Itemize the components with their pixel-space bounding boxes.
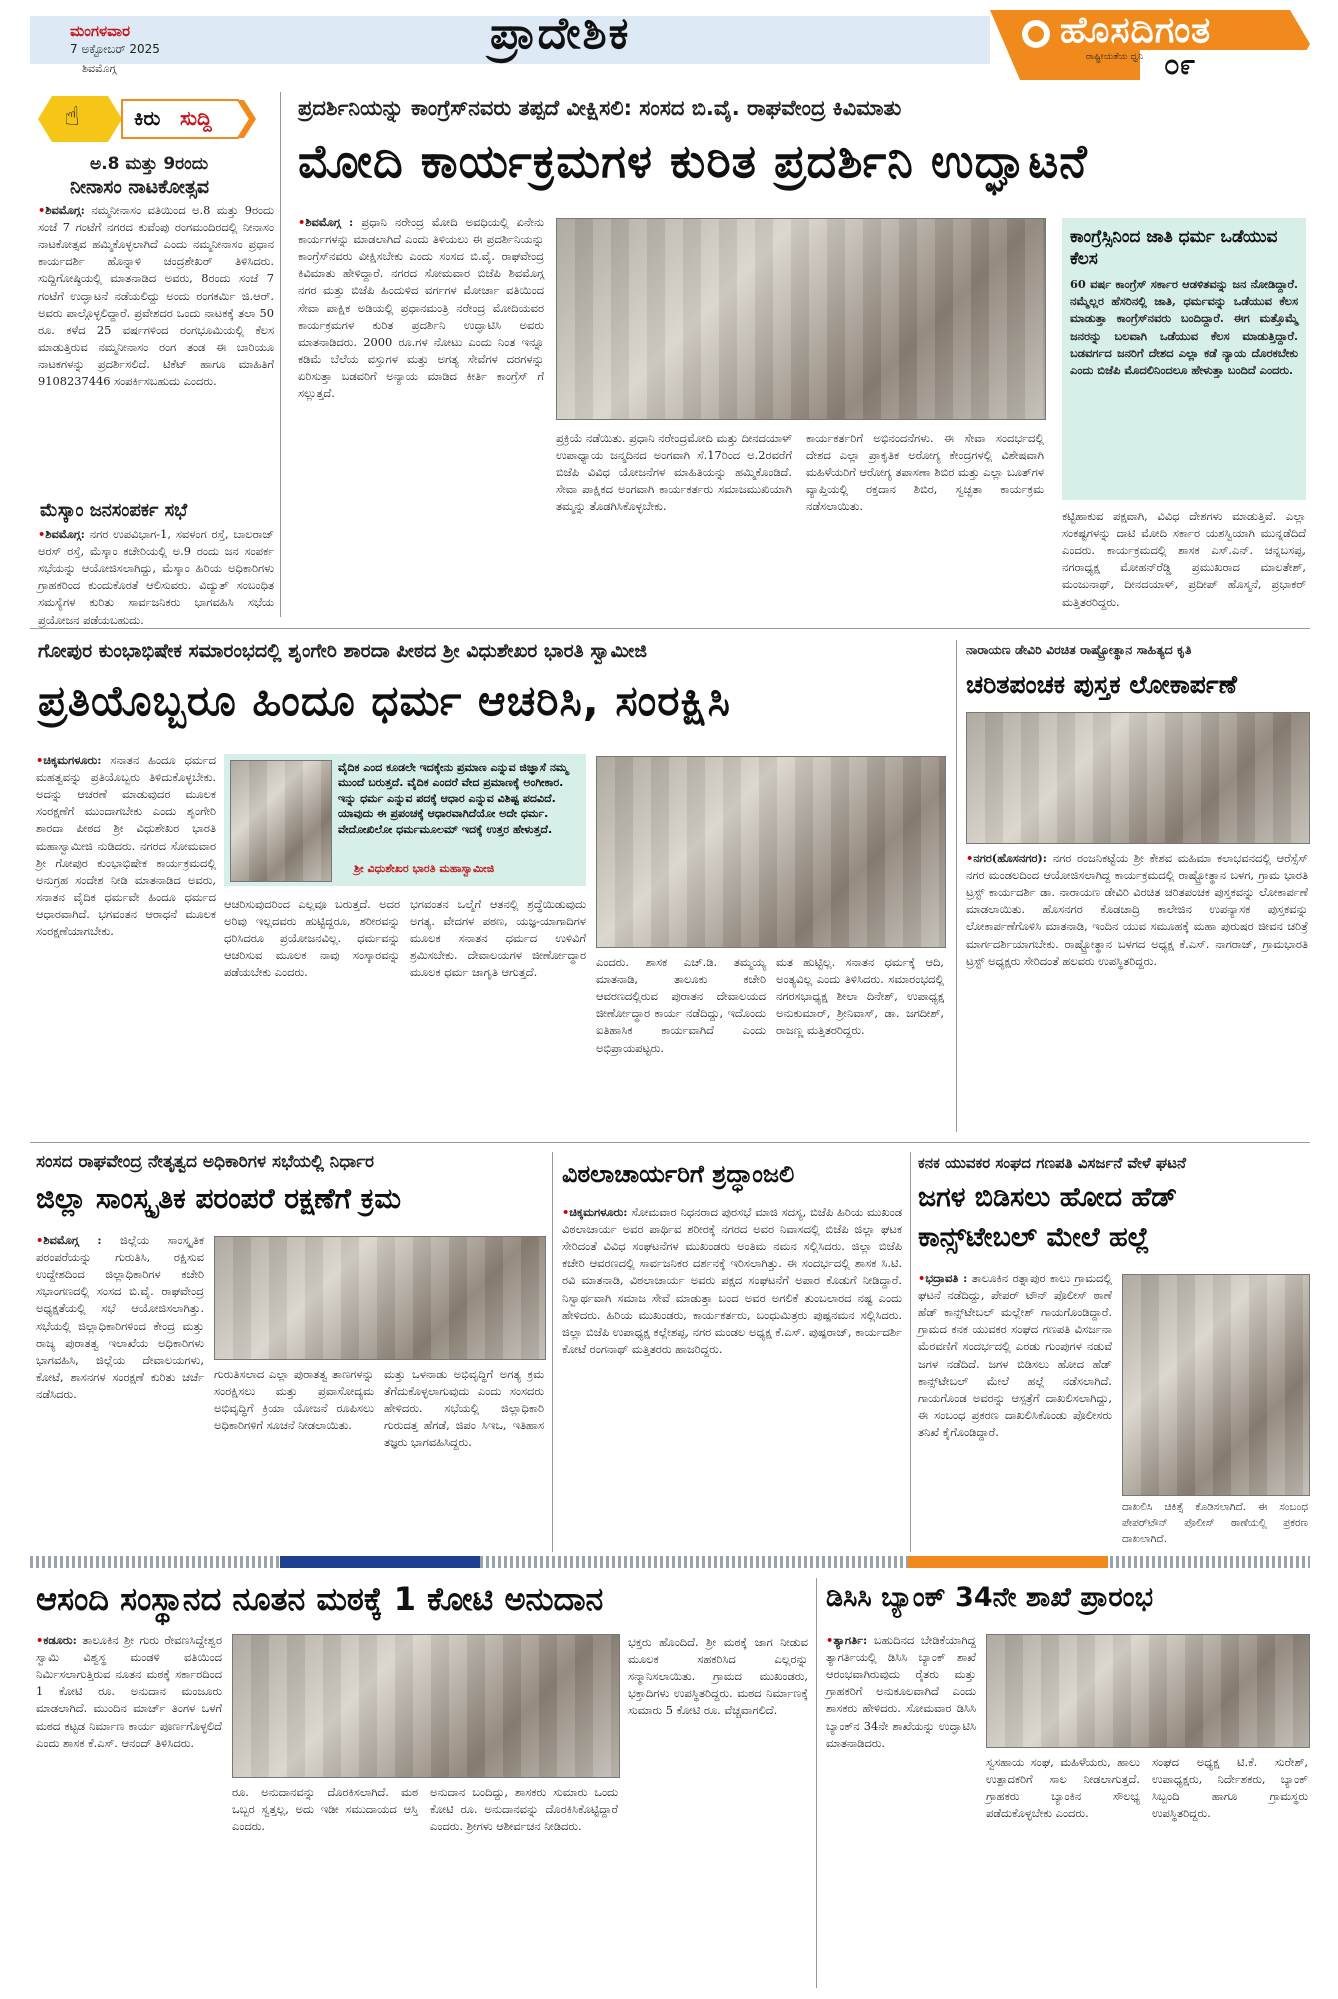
vithala-headline: ವಿಠಲಾಚಾರ್ಯರಿಗೆ ಶ್ರದ್ಧಾಂಜಲಿ — [562, 1160, 795, 1188]
dcc-photo — [986, 1634, 1310, 1748]
masthead-date: 7 ಅಕ್ಟೋಬರ್ 2025 — [70, 42, 160, 56]
gopura-col-2: ಆಚರಿಸುವುದರಿಂದ ಎಲ್ಲವೂ ಬರುತ್ತದೆ. ಅದರ ಅರಿವು ಇಲ್ಲದವರು ಹುಟ್ಟಿದ್ದರೂ, ಶರೀರವನ್ನು ಧರಿಸಿದರೂ ಪ್ರಯೋಜನವಿಲ್ಲ. ಧರ್ಮವನ್ನು ಆಚರಿಸುವ ಮೂಲಕ ನಾವು ಸಂಸ್ಕಾರವನ್ನು ಪಡೆಯಬೇಕು ಎಂದರು. — [224, 897, 400, 980]
separator-orange — [908, 1556, 1108, 1568]
divider — [30, 628, 1310, 629]
pointing-hand-icon: ☝ — [64, 102, 80, 132]
gopura-col-4: ಎಂದರು. ಶಾಸಕ ಎಚ್.ಡಿ. ತಮ್ಮಯ್ಯ ಮಾತನಾಡಿ, ತಾಲೂಕು ಕಚೇರಿ ಆವರಣದಲ್ಲಿರುವ ಪುರಾತನ ದೇವಾಲಯದ ಜೀರ್ಣೋದ್ಧಾರ ಕಾರ್ಯ ನಡೆದಿದ್ದು, ಇದೊಂದು ಐತಿಹಾಸಿಕ ಕಾರ್ಯವಾಗಿದೆ ಎಂದು ಅಭಿಪ್ರಾಯಪಟ್ಟರು. — [596, 955, 766, 1055]
sansad-col-3: ಮತ್ತು ಒಳನಾಡು ಅಭಿವೃದ್ಧಿಗೆ ಅಗತ್ಯ ಕ್ರಮ ತೆಗೆದುಕೊಳ್ಳಲಾಗುವುದು ಎಂದು ಸಂಸದರು ಹೇಳಿದರು. ಸಭೆಯಲ್ಲಿ ಜಿಲ್ಲಾಧಿಕಾರಿ ಗುರುದತ್ತ ಹೆಗಡೆ, ಜಿಪಂ ಸಿಇಒ, ಇತಿಹಾಸ ತಜ್ಞರು ಭಾಗವಹಿಸಿದ್ದರು. — [384, 1367, 544, 1450]
gopura-photo — [596, 756, 946, 948]
asandi-headline: ಆಸಂದಿ ಸಂಸ್ಥಾನದ ನೂತನ ಮಠಕ್ಕೆ 1 ಕೋಟಿ ಅನುದಾನ — [36, 1580, 604, 1618]
bullet-icon: • — [36, 1233, 44, 1247]
lead-sidebox-head: ಕಾಂಗ್ರೆಸ್ಸಿನಿಂದ ಜಾತಿ ಧರ್ಮ ಒಡೆಯುವ ಕೆಲಸ — [1070, 227, 1278, 270]
bullet-icon: • — [36, 753, 44, 767]
kanaka-body: •ಭದ್ರಾವತಿ : ತಾಲೂಕಿನ ರತ್ನಾಪುರ ಕಾಲು ಗ್ರಾಮದಲ್ಲಿ ಘಟನೆ ನಡೆದಿದ್ದು, ಪೇಪರ್ ಟೌನ್ ಪೊಲೀಸ್ ಠಾಣೆ ಹೆಡ್ ಕಾನ್ಸ್‌ಟೇಬಲ್ ಮಲ್ಲೇಶ್ ಗಾಯಗೊಂಡಿದ್ದಾರೆ. ಗ್ರಾಮದ ಕನಕ ಯುವಕರ ಸಂಘದ ಗಣಪತಿ ವಿಸರ್ಜನಾ ಮೆರವಣಿಗೆ ಸಂದರ್ಭದಲ್ಲಿ ಎರಡು ಗುಂಪುಗಳ ನಡುವೆ ಜಗಳ ನಡೆದಿದೆ. ಜಗಳ ಬಿಡಿಸಲು ಹೋದ ಹೆಡ್ ಕಾನ್ಸ್‌ಟೇಬಲ್ ಮೇಲೆ ಹಲ್ಲೆ ನಡೆಸಲಾಗಿದೆ. ಗಾಯಗೊಂಡ ಅವರನ್ನು ಆಸ್ಪತ್ರೆಗೆ ದಾಖಲಿಸಲಾಗಿದ್ದು, ಈ ಸಂಬಂಧ ಪ್ರಕರಣ ದಾಖಲಿಸಿಕೊಂಡು ಪೊಲೀಸರು ತನಿಖೆ ಕೈಗೊಂಡಿದ್ದಾರೆ. — [918, 1271, 1113, 1439]
separator-blue — [280, 1556, 480, 1568]
lead-col-3: ಕಾರ್ಯಕರ್ತರಿಗೆ ಅಭಿನಂದನೆಗಳು. ಈ ಸೇವಾ ಸಂದರ್ಭದಲ್ಲಿ ದೇಶದ ಎಲ್ಲಾ ಪ್ರಾಕೃತಿಕ ಅರೋಗ್ಯ ಕೇಂದ್ರಗಳಲ್ಲಿ ವಿಶೇಷವಾಗಿ ಮಹಿಳೆಯರಿಗೆ ಆರೋಗ್ಯ ತಪಾಸಣಾ ಶಿಬಿರ ಮತ್ತು ಎಲ್ಲಾ ಬೂತ್‌ಗಳ ವ್ಯಾಪ್ತಿಯಲ್ಲಿ ರಕ್ತದಾನ ಶಿಬಿರ, ಸ್ವಚ್ಛತಾ ಕಾರ್ಯಕ್ರಮ ನಡೆಸಲಾಯಿತು. — [806, 431, 1044, 514]
kirusuddi-item2-head: ಮೆಸ್ಕಾಂ ಜನಸಂಪರ್ಕ ಸಭೆ — [40, 500, 188, 521]
kanaka-kicker: ಕನಕ ಯುವಕರ ಸಂಘದ ಗಣಪತಿ ವಿಸರ್ಜನೆ ವೇಳೆ ಘಟನೆ — [918, 1154, 1186, 1172]
sansad-col-2: ಗುರುತಿಸಲಾದ ಎಲ್ಲಾ ಪುರಾತತ್ವ ತಾಣಗಳನ್ನು ಸಂರಕ್ಷಿಸಲು ಮತ್ತು ಪ್ರವಾಸೋದ್ಯಮ ಅಭಿವೃದ್ಧಿಗೆ ಕ್ರಿಯಾ ಯೋಜನೆ ರೂಪಿಸಲು ಅಧಿಕಾರಿಗಳಿಗೆ ಸೂಚನೆ ನೀಡಲಾಯಿತು. — [214, 1367, 374, 1433]
asandi-col-3: ಅನುದಾನ ಬಂದಿದ್ದು, ಶಾಸಕರು ಸುಮಾರು ಒಂದು ಕೋಟಿ ರೂ. ಅನುದಾನವನ್ನು ದೊರಕಿಸಿಕೊಟ್ಟಿದ್ದಾರೆ ಎಂದರು. ಶ್ರೀಗಳು ಆಶೀರ್ವಚನ ನೀಡಿದರು. — [430, 1785, 618, 1834]
page-number: ೦೯ — [1164, 48, 1196, 81]
kirusuddi-suddi: ಸುದ್ದಿ — [180, 106, 212, 130]
masthead-place: ಶಿವಮೊಗ್ಗ — [82, 62, 117, 75]
bullet-icon: • — [36, 1633, 44, 1647]
kirusuddi-column — [30, 92, 281, 627]
kirusuddi-kiru: ಕಿರು — [134, 106, 161, 130]
lead-sidebox — [1062, 218, 1306, 500]
narayana-headline: ಚರಿತಪಂಚಕ ಪುಸ್ತಕ ಲೋಕಾರ್ಪಣೆ — [966, 670, 1237, 699]
lead-col-2: ಪ್ರಕ್ರಿಯೆ ನಡೆಯಿತು. ಪ್ರಧಾನಿ ನರೇಂದ್ರಮೋದಿ ಮತ್ತು ದೀನದಯಾಳ್ ಉಪಾಧ್ಯಾಯ ಜನ್ಮದಿನದ ಅಂಗವಾಗಿ ಸೆ.17ರಿಂದ ಅ.2ರವರೆಗೆ ಬಿಜೆಪಿ ವಿವಿಧ ಯೋಜನೆಗಳ ಮಾಹಿತಿಯನ್ನು ಹಮ್ಮಿಕೊಂಡಿದೆ. ಸೇವಾ ಪಾಕ್ಷಿಕದ ಅಂಗವಾಗಿ ಕಾರ್ಯಕರ್ತರು ಸಮಾಜಮುಖಿಯಾಗಿ ತಮ್ಮನ್ನು ತೊಡಗಿಸಿಕೊಳ್ಳಬೇಕು. — [556, 431, 793, 514]
asandi-photo — [232, 1634, 620, 1778]
lead-col-4: ಕಟ್ಟಿಹಾಕುವ ಪಕ್ಷವಾಗಿ, ವಿವಿಧ ದೇಶಗಳು ಮಾಡುತ್ತಿವೆ. ಎಲ್ಲಾ ಸಂಕಷ್ಟಗಳನ್ನು ದಾಟಿ ಮೋದಿ ಸರ್ಕಾರ ಯಶಸ್ವಿಯಾಗಿ ಮುನ್ನಡೆದಿದೆ ಎಂದರು. ಕಾರ್ಯಕ್ರಮದಲ್ಲಿ ಶಾಸಕ ಎಸ್.ಎನ್. ಚನ್ನಬಸಪ್ಪ, ನಗರಾಧ್ಯಕ್ಷ ಮೋಹನ್‌ರೆಡ್ಡಿ ಪ್ರಮುಖರಾದ ಮಾಲತೇಶ್, ಮಂಜುನಾಥ್, ದೀನದಯಾಳ್, ಪ್ರದೀಪ್ ಹೊಸ್ಮನೆ, ಪ್ರಭಾಕರ್ ಮತ್ತಿತರರಿದ್ದರು. — [1062, 509, 1306, 609]
lead-sidebox-body: 60 ವರ್ಷ ಕಾಂಗ್ರೆಸ್ ಸರ್ಕಾರ ಆಡಳಿತವನ್ನು ಜನ ನೋಡಿದ್ದಾರೆ. ನಮ್ಮೆಲ್ಲರ ಹೆಸರಿನಲ್ಲಿ ಜಾತಿ, ಧರ್ಮವನ್ನು ಒಡೆಯುವ ಕೆಲಸ ಮಾಡುತ್ತಾ ಕಾಂಗ್ರೆಸ್‌ನವರು ಬಂದಿದ್ದಾರೆ. ಈಗ ಮತ್ತೊಮ್ಮೆ ಜನರನ್ನು ಬಲವಾಗಿ ಒಡೆಯುವ ಕೆಲಸ ಮಾಡುತ್ತಿದ್ದಾರೆ. ಬಡವರ್ಗದ ಜನರಿಗೆ ದೇಶದ ಎಲ್ಲಾ ಕಡೆ ನ್ಯಾಯ ದೊರಕಬೇಕು ಎಂದು ಬಿಜೆಪಿ ಮೊದಲಿನಿಂದಲೂ ಹೇಳುತ್ತಾ ಬಂದಿದೆ ಎಂದರು. — [1070, 277, 1298, 377]
dcc-col-1: •ತ್ಯಾಗರ್ತಿ: ಬಹುದಿನದ ಬೇಡಿಕೆಯಾಗಿದ್ದ ತ್ಯಾಗರ್ತಿಯಲ್ಲಿ ಡಿಸಿಸಿ ಬ್ಯಾಂಕ್ ಶಾಖೆ ಆರಂಭವಾಗಿರುವುದು ರೈತರು ಮತ್ತು ಗ್ರಾಹಕರಿಗೆ ಅನುಕೂಲವಾಗಿದೆ ಎಂದು ಶಾಸಕರು ಹೇಳಿದರು. ಸೋಮವಾರ ಡಿಸಿಸಿ ಬ್ಯಾಂಕ್‌ನ 34ನೇ ಶಾಖೆಯನ್ನು ಉದ್ಘಾಟಿಸಿ ಮಾತನಾಡಿದರು. — [826, 1633, 976, 1750]
kanaka-caption: ದಾಖಲಿಸಿ ಚಿಕಿತ್ಸೆ ಕೊಡಿಸಲಾಗಿದೆ. ಈ ಸಂಬಂಧ ಪೇಪರ್‌ಟೌನ್ ಪೊಲೀಸ್ ಠಾಣೆಯಲ್ಲಿ ಪ್ರಕರಣ ದಾಖಲಾಗಿದೆ. — [1122, 1501, 1308, 1545]
kirusuddi-item1-body: •ಶಿವಮೊಗ್ಗ: ನಮ್ಮನೀನಾಸಂ ವತಿಯಿಂದ ಅ.8 ಮತ್ತು 9ರಂದು ಸಂಜೆ 7 ಗಂಟೆಗೆ ನಗರದ ಕುವೆಂಪು ರಂಗಮಂದಿರದಲ್ಲಿ ನೀನಾಸಂ ನಾಟಕೋತ್ಸವ ಹಮ್ಮಿಕೊಳ್ಳಲಾಗಿದೆ ಎಂದು ನಮ್ಮನೀನಾಸಂ ಪ್ರಧಾನ ಕಾರ್ಯದರ್ಶಿ ಹೊನ್ನಾಳಿ ಚಂದ್ರಶೇಖರ್ ತಿಳಿಸಿದರು. ಸುದ್ದಿಗೋಷ್ಠಿಯಲ್ಲಿ ಮಾತನಾಡಿದ ಅವರು, 8ರಂದು ಸಂಜೆ 7 ಗಂಟೆಗೆ ಉದ್ಘಾಟನೆ ನಡೆಯಲಿದ್ದು ಅಂದು ರಂಗಕರ್ಮಿ ಜಿ.ಆರ್. ಅವರು ಪಾಲ್ಗೊಳ್ಳಲಿದ್ದಾರೆ. ಪ್ರವೇಶದರ ಒಂದು ನಾಟಕಕ್ಕೆ ತಲಾ 50 ರೂ. ಕಳೆದ 25 ವರ್ಷಗಳಿಂದ ರಂಗಭೂಮಿಯಲ್ಲಿ ಕೆಲಸ ಮಾಡುತ್ತಿರುವ ನಮ್ಮನೀನಾಸಂ ರಂಗ ತಂಡ ಈ ಬಾರಿಯೂ ನಾಟಕಗಳನ್ನು ಪ್ರದರ್ಶಿಸಲಿದೆ. ಟಿಕೆಟ್ ಹಾಗೂ ಮಾಹಿತಿಗೆ 9108237446 ಸಂಪರ್ಕಿಸಬಹುದು ಎಂದರು. — [38, 203, 275, 389]
divider — [956, 640, 957, 1132]
bullet-icon: • — [562, 1205, 570, 1219]
masthead-bar — [0, 0, 1338, 80]
kirusuddi-item2-body: •ಶಿವಮೊಗ್ಗ: ನಗರ ಉಪವಿಭಾಗ-1, ಸವಳಂಗ ರಸ್ತೆ, ಬಾಲರಾಜ್ ಅರಸ್ ರಸ್ತೆ, ಮೆಸ್ಕಾಂ ಕಚೇರಿಯಲ್ಲಿ ಅ.9 ರಂದು ಜನ ಸಂಪರ್ಕ ಸಭೆಯನ್ನು ಆಯೋಜಿಸಲಾಗಿದ್ದು, ಮೆಸ್ಕಾಂ ಹಿರಿಯ ಅಧಿಕಾರಿಗಳು ಗ್ರಾಹಕರಿಂದ ಕುಂದುಕೊರತೆ ಆಲಿಸುವರು. ವಿದ್ಯುತ್ ಸಂಬಂಧಿತ ಸಮಸ್ಯೆಗಳ ಕುರಿತು ಸಾರ್ವಜನಿಕರು ಭಾಗವಹಿಸಿ ಸಭೆಯ ಪ್ರಯೋಜನ ಪಡೆಯಬಹುದು. — [38, 527, 275, 627]
lead-kicker: ಪ್ರದರ್ಶಿನಿಯನ್ನು ಕಾಂಗ್ರೆಸ್‌ನವರು ತಪ್ಪದೆ ವೀಕ್ಷಿಸಲಿ: ಸಂಸದ ಬಿ.ವೈ. ರಾಘವೇಂದ್ರ ಕಿವಿಮಾತು — [298, 96, 902, 120]
gopura-headline: ಪ್ರತಿಯೊಬ್ಬರೂ ಹಿಂದೂ ಧರ್ಮ ಆಚರಿಸಿ, ಸಂರಕ್ಷಿಸಿ — [38, 676, 731, 725]
gopura-col-3: ಭಗವಂತನ ಒಲ್ಮೆಗೆ ಆತನಲ್ಲಿ ಶ್ರದ್ಧೆಯಿಡುವುದು ಅಗತ್ಯ. ವೇದಗಳ ಪಠಣ, ಯಜ್ಞ-ಯಾಗಾದಿಗಳ ಮೂಲಕ ಸನಾತನ ಧರ್ಮದ ಉಳಿವಿಗೆ ಶ್ರಮಿಸಬೇಕು. ದೇವಾಲಯಗಳ ಜೀರ್ಣೋದ್ಧಾರ ಮೂಲಕ ಧರ್ಮ ಜಾಗೃತಿ ಆಗುತ್ತದೆ. — [410, 897, 586, 980]
asandi-col-1: •ಕಡೂರು: ತಾಲೂಕಿನ ಶ್ರೀ ಗುರು ರೇವಣಸಿದ್ದೇಶ್ವರ ಸ್ವಾಮಿ ವಿಶ್ವಸ್ಥ ಮಂಡಳಿ ವತಿಯಿಂದ ನಿರ್ಮಿಸಲಾಗುತ್ತಿರುವ ನೂತನ ಮಠಕ್ಕೆ ಸರ್ಕಾರದಿಂದ 1 ಕೋಟಿ ರೂ. ಅನುದಾನ ಮಂಜೂರು ಮಾಡಲಾಗಿದೆ. ಮುಂದಿನ ಮಾರ್ಚ್ ತಿಂಗಳ ಒಳಗೆ ಮಠದ ಕಟ್ಟಡ ನಿರ್ಮಾಣ ಕಾರ್ಯ ಪೂರ್ಣಗೊಳ್ಳಲಿದೆ ಎಂದು ಶಾಸಕ ಕೆ.ಎಸ್. ಆನಂದ್ ತಿಳಿಸಿದರು. — [36, 1633, 222, 1750]
sansad-kicker: ಸಂಸದ ರಾಘವೇಂದ್ರ ನೇತೃತ್ವದ ಅಧಿಕಾರಿಗಳ ಸಭೆಯಲ್ಲಿ ನಿರ್ಧಾರ — [36, 1152, 375, 1172]
section-separator — [30, 1556, 1310, 1568]
bullet-icon: • — [298, 215, 306, 229]
dcc-col-2: ಸ್ವಸಹಾಯ ಸಂಘ, ಮಹಿಳೆಯರು, ಹಾಲು ಉತ್ಪಾದಕರಿಗೆ ಸಾಲ ನೀಡಲಾಗುತ್ತದೆ. ಗ್ರಾಹಕರು ಬ್ಯಾಂಕಿನ ಸೌಲಭ್ಯ ಪಡೆದುಕೊಳ್ಳಬೇಕು ಎಂದರು. — [986, 1755, 1140, 1821]
section-title: ಪ್ರಾದೇಶಿಕ — [490, 8, 631, 59]
paper-name: ಹೊಸದಿಗಂತ — [1060, 10, 1212, 51]
swamiji-photo — [230, 760, 332, 882]
sansad-photo — [214, 1236, 546, 1360]
divider — [30, 1142, 1310, 1143]
dcc-headline: ಡಿಸಿಸಿ ಬ್ಯಾಂಕ್ 34ನೇ ಶಾಖೆ ಪ್ರಾರಂಭ — [826, 1582, 1154, 1613]
vithala-body: •ಚಿಕ್ಕಮಗಳೂರು: ಸೋಮವಾರ ನಿಧನರಾದ ಪುರಸಭೆ ಮಾಜಿ ಸದಸ್ಯ, ಬಿಜೆಪಿ ಹಿರಿಯ ಮುಖಂಡ ವಿಠಲಾಚಾರ್ಯ ಅವರ ಪಾರ್ಥಿವ ಶರೀರಕ್ಕೆ ನಗರದ ಅವರ ನಿವಾಸದಲ್ಲಿ ಬಿಜೆಪಿ ಜಿಲ್ಲಾ ಘಟಕ ಸೇರಿದಂತೆ ವಿವಿಧ ಸಂಘಟನೆಗಳ ಮುಖಂಡರು ಅಂತಿಮ ನಮನ ಸಲ್ಲಿಸಿದರು. ಜಿಲ್ಲಾ ಬಿಜೆಪಿ ಕಚೇರಿ ಆವರಣದಲ್ಲಿ ಸಾರ್ವಜನಿಕರ ದರ್ಶನಕ್ಕೆ ಇರಿಸಲಾಗಿತ್ತು. ಈ ಸಂದರ್ಭದಲ್ಲಿ ಶಾಸಕ ಸಿ.ಟಿ. ರವಿ ಮಾತನಾಡಿ, ವಿಠಲಾಚಾರ್ಯ ಅವರು ಪಕ್ಷದ ಸಂಘಟನೆಗೆ ಅಪಾರ ಕೊಡುಗೆ ನೀಡಿದ್ದಾರೆ. ನಿಸ್ವಾರ್ಥವಾಗಿ ಸಮಾಜ ಸೇವೆ ಮಾಡುತ್ತಾ ಬಂದ ಅವರ ಅಗಲಿಕೆ ತುಂಬಲಾರದ ನಷ್ಟ ಎಂದು ಹೇಳಿದರು. ಹಿರಿಯ ಮುಖಂಡರು, ಕಾರ್ಯಕರ್ತರು, ಬಂಧುಮಿತ್ರರು ಪುಷ್ಪನಮನ ಸಲ್ಲಿಸಿದರು. ಜಿಲ್ಲಾ ಬಿಜೆಪಿ ಉಪಾಧ್ಯಕ್ಷ ಕಲ್ಲೇಶಪ್ಪ, ನಗರ ಮಂಡಲ ಅಧ್ಯಕ್ಷ ಕೆ.ಎಸ್. ಪುಷ್ಪರಾಜ್, ಕಾರ್ಯದರ್ಶಿ ಕೋಟೆ ರಂಗನಾಥ್ ಮತ್ತಿತರರು ಹಾಜರಿದ್ದರು. — [562, 1205, 902, 1356]
narayana-kicker: ನಾರಾಯಣ ಡೇವಿರಿ ವಿರಚಿತ ರಾಷ್ಟ್ರೋತ್ಥಾನ ಸಾಹಿತ್ಯದ ಕೃತಿ — [966, 642, 1192, 657]
asandi-col-2: ರೂ. ಅನುದಾನವನ್ನು ದೊರಕಿಸಲಾಗಿದೆ. ಮಠ ಒಬ್ಬರ ಸ್ವತ್ತಲ್ಲ, ಅದು ಇಡೀ ಸಮುದಾಯದ ಆಸ್ತಿ ಎಂದರು. — [232, 1785, 418, 1834]
bullet-icon: • — [826, 1633, 834, 1647]
kirusuddi-item1-head2: ನೀನಾಸಂ ನಾಟಕೋತ್ಸವ — [70, 176, 210, 198]
divider — [552, 1152, 553, 1552]
gopura-col-1: •ಚಿಕ್ಕಮಗಳೂರು: ಸನಾತನ ಹಿಂದೂ ಧರ್ಮದ ಮಹತ್ವವನ್ನು ಪ್ರತಿಯೊಬ್ಬರು ತಿಳಿದುಕೊಳ್ಳಬೇಕು. ಅದನ್ನು ಆಚರಣೆ ಮಾಡುವುದರ ಮೂಲಕ ಸಂರಕ್ಷಣೆಗೆ ಮುಂದಾಗಬೇಕು ಎಂದು ಶೃಂಗೇರಿ ಶಾರದಾ ಪೀಠದ ಶ್ರೀ ವಿಧುಶೇಖರ ಭಾರತಿ ಮಹಾಸ್ವಾಮೀಜಿ ನುಡಿದರು. ನಗರದ ಸೋಮವಾರ ಶ್ರೀ ಗೋಪುರ ಕುಂಭಾಭಿಷೇಕ ಕಾರ್ಯಕ್ರಮದಲ್ಲಿ ಅನುಗ್ರಹ ಸಂದೇಶ ನೀಡಿ ಮಾತನಾಡಿದ ಅವರು, ಸನಾತನ ವೈದಿಕ ಧರ್ಮವೇ ಹಿಂದೂ ಧರ್ಮದ ಆಧಾರವಾಗಿದೆ. ಭಗವಂತನ ಆರಾಧನೆ ಮೂಲಕ ಸಂರಕ್ಷಣೆಯಾಗಬೇಕು. — [36, 753, 217, 939]
kirusuddi-item1-head1: ಅ.8 ಮತ್ತು 9ರಂದು — [90, 154, 209, 174]
masthead-day: ಮಂಗಳವಾರ — [70, 22, 131, 40]
gopura-quote-box — [224, 754, 586, 886]
paper-logo-block — [990, 4, 1310, 80]
sansad-col-1: •ಶಿವಮೊಗ್ಗ : ಜಿಲ್ಲೆಯ ಸಾಂಸ್ಕೃತಿಕ ಪರಂಪರೆಯನ್ನು ಗುರುತಿಸಿ, ರಕ್ಷಿಸುವ ಉದ್ದೇಶದಿಂದ ಜಿಲ್ಲಾಧಿಕಾರಿಗಳ ಕಚೇರಿ ಸಭಾಂಗಣದಲ್ಲಿ ಸಂಸದ ಬಿ.ವೈ. ರಾಘವೇಂದ್ರ ಅಧ್ಯಕ್ಷತೆಯಲ್ಲಿ ಸಭೆ ಆಯೋಜಿಸಲಾಗಿತ್ತು. ಸಭೆಯಲ್ಲಿ ಜಿಲ್ಲಾಧಿಕಾರಿಗಳಿಂದ ಕೇಂದ್ರ ಮತ್ತು ರಾಜ್ಯ ಪುರಾತತ್ವ ಇಲಾಖೆಯ ಅಧಿಕಾರಿಗಳು ಭಾಗವಹಿಸಿ, ಜಿಲ್ಲೆಯ ದೇವಾಲಯಗಳು, ಕೋಟೆ, ಶಾಸನಗಳ ಸಂರಕ್ಷಣೆ ಕುರಿತು ಚರ್ಚೆ ನಡೆಸಿದರು. — [36, 1233, 204, 1401]
lead-headline: ಮೋದಿ ಕಾರ್ಯಕ್ರಮಗಳ ಕುರಿತ ಪ್ರದರ್ಶಿನಿ ಉದ್ಘಾಟನೆ — [298, 134, 1088, 188]
kirusuddi-badge — [38, 94, 258, 144]
dcc-col-3: ಸಂಘದ ಅಧ್ಯಕ್ಷ ಟಿ.ಕೆ. ಸುರೇಶ್, ಉಪಾಧ್ಯಕ್ಷರು, ನಿರ್ದೇಶಕರು, ಬ್ಯಾಂಕ್ ಸಿಬ್ಬಂದಿ ಹಾಗೂ ಗ್ರಾಮಸ್ಥರು ಉಪಸ್ಥಿತರಿದ್ದರು. — [1152, 1755, 1308, 1821]
divider — [910, 1152, 911, 1552]
narayana-photo — [966, 712, 1310, 844]
gopura-quote-by: ಶ್ರೀ ವಿಧುಶೇಖರ ಭಾರತಿ ಮಹಾಸ್ವಾಮೀಜಿ — [354, 862, 495, 875]
kanaka-headline-2: ಕಾನ್ಸ್‌ಟೇಬಲ್ ಮೇಲೆ ಹಲ್ಲೆ — [918, 1222, 1150, 1253]
gopura-kicker: ಗೋಪುರ ಕುಂಭಾಭಿಷೇಕ ಸಮಾರಂಭದಲ್ಲಿ ಶೃಂಗೇರಿ ಶಾರದಾ ಪೀಠದ ಶ್ರೀ ವಿಧುಶೇಖರ ಭಾರತಿ ಸ್ವಾಮೀಜಿ — [38, 640, 647, 662]
lead-col-1: •ಶಿವಮೊಗ್ಗ : ಪ್ರಧಾನಿ ನರೇಂದ್ರ ಮೋದಿ ಅವಧಿಯಲ್ಲಿ ಏನೇನು ಕಾರ್ಯಗಳನ್ನು ಮಾಡಲಾಗಿದೆ ಎಂದು ತಿಳಿಯಲು ಈ ಪ್ರದರ್ಶಿನಿಯನ್ನು ಕಾಂಗ್ರೆಸ್‌ನವರು ವೀಕ್ಷಿಸಬೇಕು ಎಂದು ಸಂಸದ ಬಿ.ವೈ. ರಾಘವೇಂದ್ರ ಕಿವಿಮಾತು ಹೇಳಿದ್ದಾರೆ. ನಗರದ ಸೋಮವಾರ ಬಿಜೆಪಿ ಶಿವಮೊಗ್ಗ ನಗರ ಮತ್ತು ಬಿಜೆಪಿ ಹಿಂದುಳಿದ ವರ್ಗಗಳ ಮೋರ್ಚಾ ವತಿಯಿಂದ ಸೇವಾ ಪಾಕ್ಷಿಕ ಅಡಿಯಲ್ಲಿ ಪ್ರಧಾನಮಂತ್ರಿ ನರೇಂದ್ರ ಮೋದಿಯವರ ಕಾರ್ಯಕ್ರಮಗಳ ಕುರಿತ ಪ್ರದರ್ಶಿನಿ ಉದ್ಘಾಟಿಸಿ ಅವರು ಮಾತನಾಡಿದರು. 2000 ರೂ.ಗಳ ನೋಟು ಎಂದು ನಿಂತ ಇನ್ನೂ ಕಡಿಮೆ ಬೆಲೆಯ ವಸ್ತುಗಳ ಮತ್ತು ಅಗತ್ಯ ಸೇವೆಗಳ ದರಗಳನ್ನು ಏರಿಸುತ್ತಾ ಬಡವರಿಗೆ ಅನ್ಯಾಯ ಮಾಡಿದ ಕೀರ್ತಿ ಕಾಂಗ್ರೆಸ್ ಗೆ ಸಲ್ಲುತ್ತದೆ. — [298, 215, 544, 401]
gopura-quote: ವೈದಿಕ ಎಂದ ಕೂಡಲೇ ಇದಕ್ಕೇನು ಪ್ರಮಾಣ ಎನ್ನುವ ಜಿಜ್ಞಾಸೆ ನಮ್ಮ ಮುಂದೆ ಬರುತ್ತದೆ. ವೈದಿಕ ಎಂದರೆ ವೇದ ಪ್ರಮಾಣಕ್ಕೆ ಅಂಗೀಕಾರ. ಇನ್ನು ಧರ್ಮ ಎನ್ನುವ ಪದಕ್ಕೆ ಆಧಾರ ಎನ್ನುವ ವಿಶಿಷ್ಟ ಪದವಿದೆ. ಯಾವುದು ಈ ಪ್ರಪಂಚಕ್ಕೆ ಆಧಾರವಾಗಿದೆಯೋ ಅದೇ ಧರ್ಮ. ವೇದೋಖಿಲೋ ಧರ್ಮಮೂಲಮ್ ಇದಕ್ಕೆ ಉತ್ತರ ಹೇಳುತ್ತದೆ. — [338, 761, 568, 836]
gopura-col-5: ಮತ ಹುಟ್ಟಿಲ್ಲ. ಸನಾತನ ಧರ್ಮಕ್ಕೆ ಆದಿ, ಅಂತ್ಯವಿಲ್ಲ ಎಂದು ತಿಳಿಸಿದರು. ಸಮಾರಂಭದಲ್ಲಿ ನಗರಸಭಾಧ್ಯಕ್ಷ ಶೀಲಾ ದಿನೇಶ್, ಉಪಾಧ್ಯಕ್ಷ ಅನುಕುಮಾರ್, ಶ್ರೀನಿವಾಸ್, ಡಾ. ಜಗದೀಶ್, ರಾಜಣ್ಣ ಮತ್ತಿತರರಿದ್ದರು. — [776, 955, 944, 1038]
kanaka-headline-1: ಜಗಳ ಬಿಡಿಸಲು ಹೋದ ಹೆಡ್ — [918, 1182, 1178, 1213]
bullet-icon: • — [918, 1271, 926, 1285]
sansad-headline: ಜಿಲ್ಲಾ ಸಾಂಸ್ಕೃತಿಕ ಪರಂಪರೆ ರಕ್ಷಣೆಗೆ ಕ್ರಮ — [36, 1182, 402, 1215]
bullet-icon: • — [38, 203, 46, 217]
bullet-icon: • — [966, 851, 974, 865]
divider — [816, 1578, 817, 1988]
lead-photo — [556, 218, 1046, 420]
kanaka-photo — [1122, 1274, 1310, 1496]
narayana-body: •ನಗರ(ಹೊಸನಗರ): ನಗರ ರಂಜನಿಕಟ್ಟೆಯ ಶ್ರೀ ಕೇಶವ ಮಹಿಮಾ ಕಲಾಭವನದಲ್ಲಿ ಆರೆಸ್ಸೆಸ್ ನಗರ ಮಂಡಲದಿಂದ ಆಯೋಜಿಸಲಾಗಿದ್ದ ಕಾರ್ಯಕ್ರಮದಲ್ಲಿ ರಾಷ್ಟ್ರೋತ್ಥಾನ ಬಳಗ, ಗ್ರಾಮ ಭಾರತಿ ಟ್ರಸ್ಟ್ ಕಾರ್ಯದರ್ಶಿ ಡಾ. ನಾರಾಯಣ ಡೇವಿರಿ ವಿರಚಿತ ಚರಿತಪಂಚಕ ಪುಸ್ತಕವನ್ನು ಲೋಕಾರ್ಪಣೆ ಮಾಡಲಾಯಿತು. ಹೊಸನಗರ ಕೊಡಚಾದ್ರಿ ಕಾಲೇಜಿನ ಉಪನ್ಯಾಸಕ ಪುಸ್ತಕವನ್ನು ಲೋಕಾರ್ಪಣೆಗೊಳಿಸಿ ಮಾತನಾಡಿ, ಇಂದಿನ ಯುವ ಸಮೂಹಕ್ಕೆ ಮಹಾ ಪುರುಷರ ಜೀವನ ಚರಿತ್ರೆ ಮಾರ್ಗದರ್ಶಿಯಾಗಬೇಕು. ರಾಷ್ಟ್ರೋತ್ಥಾನ ಬಳಗದ ಅಧ್ಯಕ್ಷ ಕೆ.ಎಸ್. ನಾಗರಾಜ್, ಗ್ರಾಮಭಾರತಿ ಟ್ರಸ್ಟ್ ಅಧ್ಯಕ್ಷರು ಸೇರಿದಂತೆ ಹಲವರು ಉಪಸ್ಥಿತರಿದ್ದರು. — [966, 851, 1308, 968]
paper-tagline: ರಾಷ್ಟ್ರೀಯತೆಯ ಧ್ವನಿ — [1086, 52, 1143, 62]
asandi-col-4: ಭಕ್ತರು ಹೊಂದಿದೆ. ಶ್ರೀ ಮಠಕ್ಕೆ ಜಾಗ ನೀಡುವ ಮೂಲಕ ಸಹಕರಿಸಿದ ಎಲ್ಲರನ್ನು ಸನ್ಮಾನಿಸಲಾಯಿತು. ಗ್ರಾಮದ ಮುಖಂಡರು, ಭಕ್ತಾದಿಗಳು ಉಪಸ್ಥಿತರಿದ್ದರು. ಮಠದ ನಿರ್ಮಾಣಕ್ಕೆ ಸುಮಾರು 5 ಕೋಟಿ ರೂ. ವೆಚ್ಚವಾಗಲಿದೆ. — [628, 1635, 808, 1718]
bullet-icon: • — [38, 527, 46, 541]
